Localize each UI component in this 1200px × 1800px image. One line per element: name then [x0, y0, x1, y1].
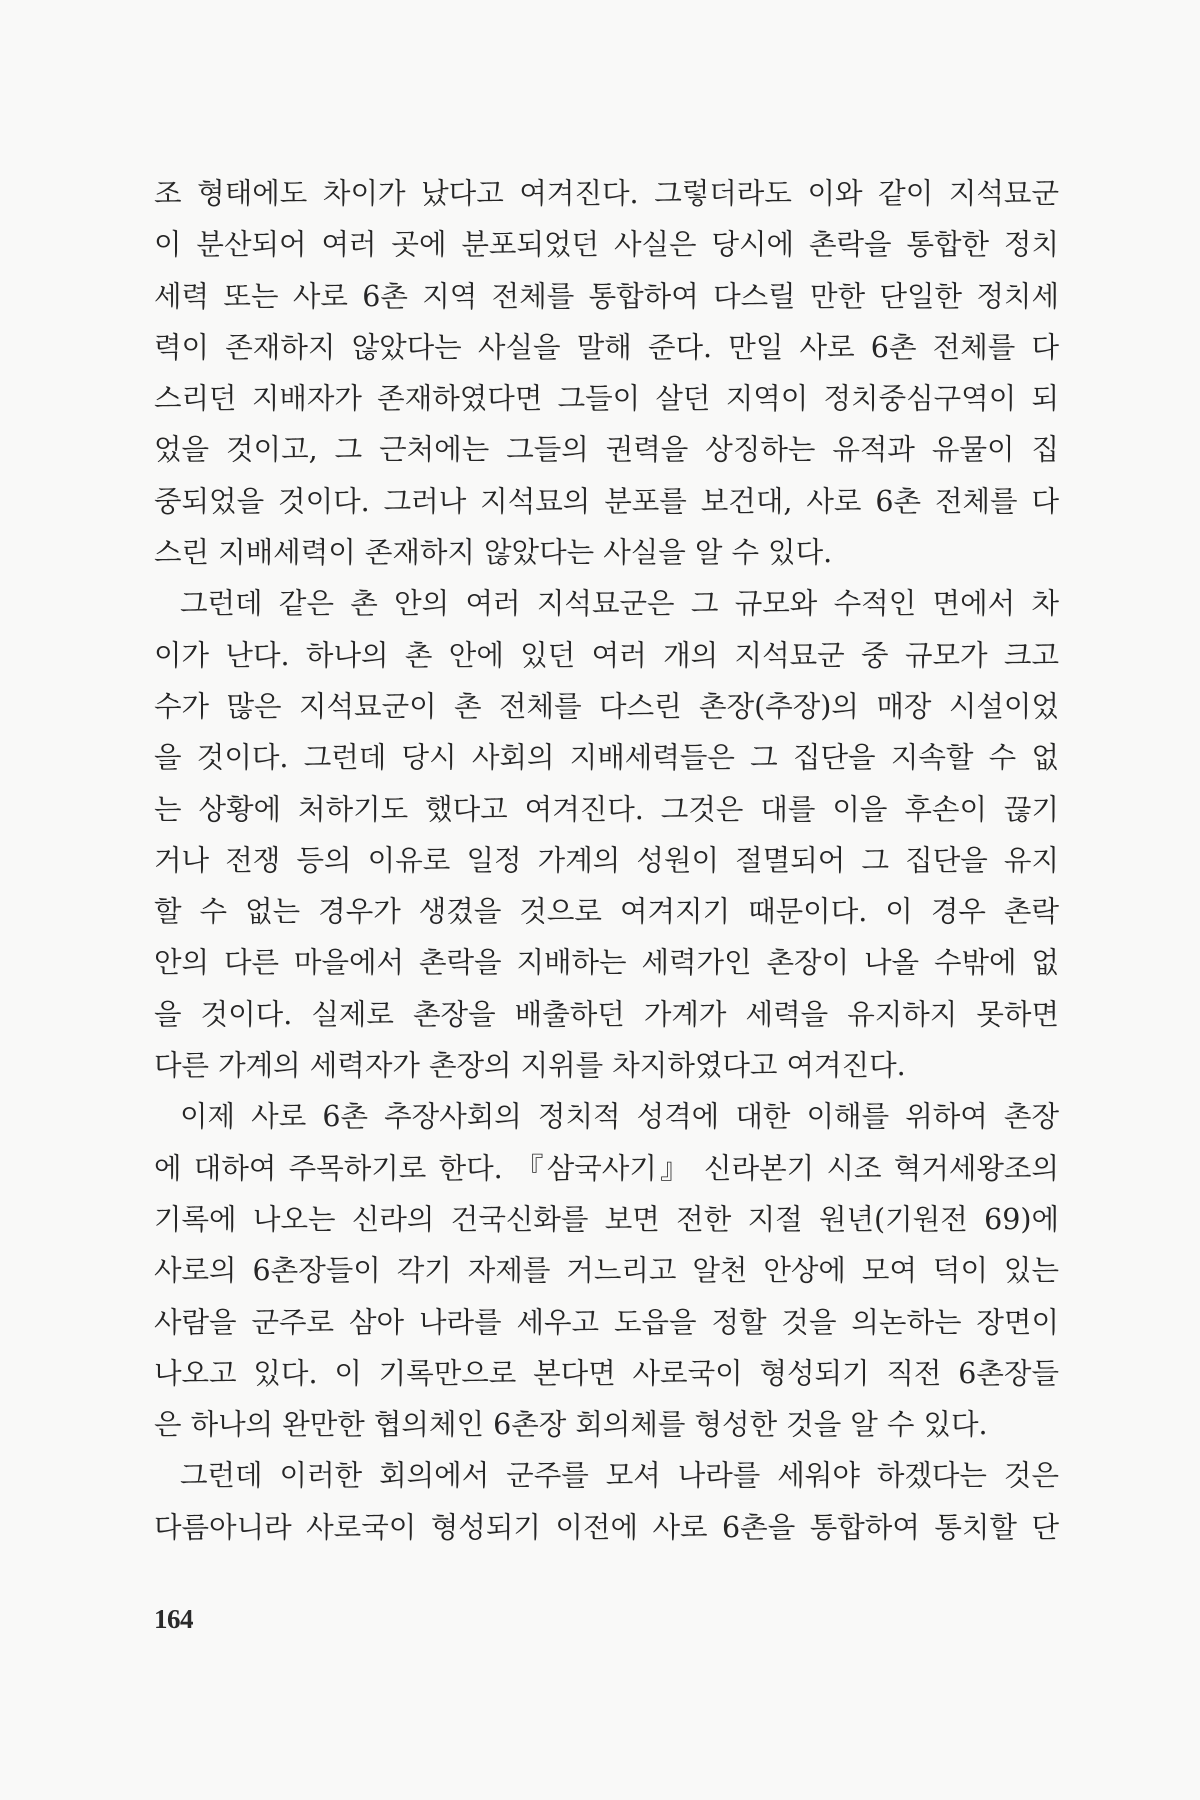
text-line: 은 하나의 완만한 협의체인 6촌장 회의체를 형성한 것을 알 수 있다.: [154, 1408, 988, 1442]
text-line: 스린 지배세력이 존재하지 않았다는 사실을 알 수 있다.: [154, 536, 833, 570]
text-line: 안의 다른 마을에서 촌락을 지배하는 세력가인 촌장이 나올 수밖에 없: [154, 946, 1059, 980]
paragraph-first-line: 그런데 같은 촌 안의 여러 지석묘군은 그 규모와 수적인 면에서 차: [180, 587, 1059, 621]
text-line: 이가 난다. 하나의 촌 안에 있던 여러 개의 지석묘군 중 규모가 크고: [154, 638, 1059, 672]
text-line: 세력 또는 사로 6촌 지역 전체를 통합하여 다스릴 만한 단일한 정치세: [154, 279, 1059, 313]
text-line: 거나 전쟁 등의 이유로 일정 가계의 성원이 절멸되어 그 집단을 유지: [154, 843, 1059, 877]
text-line: 할 수 없는 경우가 생겼을 것으로 여겨지기 때문이다. 이 경우 촌락: [154, 895, 1059, 929]
text-line: 나오고 있다. 이 기록만으로 본다면 사로국이 형성되기 직전 6촌장들: [154, 1356, 1059, 1390]
page-number: 164: [154, 1604, 193, 1634]
text-line: 는 상황에 처하기도 했다고 여겨진다. 그것은 대를 이을 후손이 끊기: [154, 792, 1059, 826]
text-line: 었을 것이고, 그 근처에는 그들의 권력을 상징하는 유적과 유물이 집: [154, 433, 1059, 467]
text-line: 스리던 지배자가 존재하였다면 그들이 살던 지역이 정치중심구역이 되: [154, 382, 1059, 416]
text-line: 에 대하여 주목하기로 한다. 『삼국사기』 신라본기 시조 혁거세왕조의: [154, 1151, 1059, 1185]
text-line: 력이 존재하지 않았다는 사실을 말해 준다. 만일 사로 6촌 전체를 다: [154, 330, 1059, 364]
paragraph-first-line: 이제 사로 6촌 추장사회의 정치적 성격에 대한 이해를 위하여 촌장: [180, 1100, 1059, 1134]
text-line: 중되었을 것이다. 그러나 지석묘의 분포를 보건대, 사로 6촌 전체를 다: [154, 484, 1059, 518]
text-line: 사로의 6촌장들이 각기 자제를 거느리고 알천 안상에 모여 덕이 있는: [154, 1254, 1059, 1288]
text-line: 이 분산되어 여러 곳에 분포되었던 사실은 당시에 촌락을 통합한 정치: [154, 228, 1059, 262]
text-line: 다른 가계의 세력자가 촌장의 지위를 차지하였다고 여겨진다.: [154, 1049, 906, 1083]
text-line: 기록에 나오는 신라의 건국신화를 보면 전한 지절 원년(기원전 69)에: [154, 1202, 1059, 1236]
text-line: 을 것이다. 실제로 촌장을 배출하던 가계가 세력을 유지하지 못하면: [154, 997, 1059, 1031]
paragraph-first-line: 그런데 이러한 회의에서 군주를 모셔 나라를 세워야 하겠다는 것은: [180, 1459, 1059, 1493]
text-line: 조 형태에도 차이가 났다고 여겨진다. 그렇더라도 이와 같이 지석묘군: [154, 177, 1059, 210]
text-line: 사람을 군주로 삼아 나라를 세우고 도읍을 정할 것을 의논하는 장면이: [154, 1305, 1059, 1339]
text-line: 수가 많은 지석묘군이 촌 전체를 다스린 촌장(추장)의 매장 시설이었: [154, 689, 1059, 723]
body-text: [154, 168, 1059, 1553]
text-line: 을 것이다. 그런데 당시 사회의 지배세력들은 그 집단을 지속할 수 없: [154, 741, 1059, 775]
text-line: 다름아니라 사로국이 형성되기 이전에 사로 6촌을 통합하여 통치할 단: [154, 1510, 1059, 1544]
